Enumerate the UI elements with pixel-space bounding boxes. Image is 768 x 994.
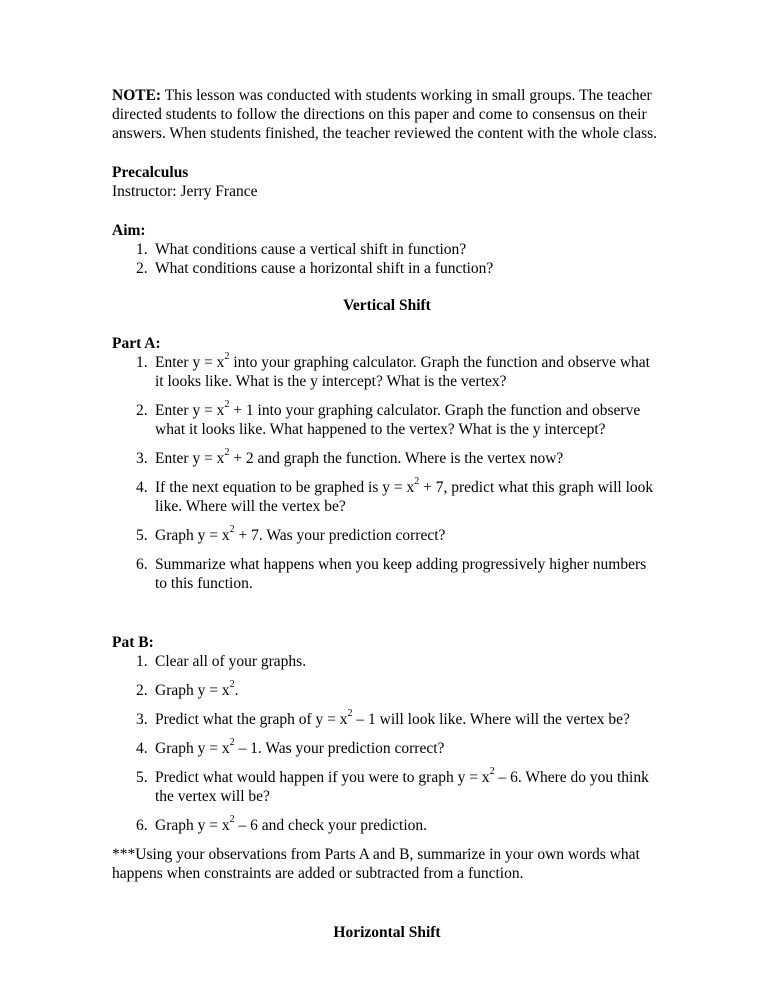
item-number: 2.	[136, 402, 148, 419]
item-text-cont: – 6. Where do you think the vertex will be?	[155, 769, 649, 805]
item-number: 4.	[136, 740, 148, 757]
item-text-cont: + 1 into your graphing calculator. Graph the function and observe what it looks like. What happened to the vertex? What is the y intercept?	[155, 402, 641, 438]
item-text: Clear all of your graphs.	[155, 653, 307, 670]
item-text: Predict what the graph of y = x	[155, 711, 348, 728]
aim-item	[112, 259, 662, 278]
horizontal-shift-title: Horizontal Shift	[333, 924, 441, 941]
aim-item-number: 1.	[136, 241, 148, 258]
note-text: This lesson was conducted with students working in small groups. The teacher directed students to follow the directions on this paper and come to consensus on their answers. When students finished, the teacher reviewed the content with the whole class.	[112, 87, 658, 142]
item-number: 1.	[136, 653, 148, 670]
item-text-cont: + 2 and graph the function. Where is the vertex now?	[229, 450, 564, 467]
part-a-item	[112, 523, 662, 545]
exponent: 2	[229, 678, 235, 690]
item-number: 5.	[136, 769, 148, 786]
exponent: 2	[229, 813, 235, 825]
part-a-item	[112, 475, 662, 516]
exponent: 2	[414, 475, 420, 487]
exponent: 2	[347, 707, 353, 719]
item-number: 3.	[136, 711, 148, 728]
worksheet-page	[112, 86, 662, 942]
item-number: 4.	[136, 479, 148, 496]
item-text-cont: .	[234, 682, 239, 699]
item-text: Enter y = x	[155, 450, 225, 467]
item-text: Enter y = x	[155, 402, 225, 419]
exponent: 2	[229, 523, 235, 535]
item-text-cont: + 7, predict what this graph will look like. Where will the vertex be?	[155, 479, 654, 515]
vertical-shift-title: Vertical Shift	[343, 297, 431, 314]
item-text-cont: – 6 and check your prediction.	[234, 817, 428, 834]
part-a-item	[112, 446, 662, 468]
lesson-note	[112, 86, 662, 143]
aim-list	[112, 240, 662, 278]
aim-item-number: 2.	[136, 260, 148, 277]
aim-heading: Aim:	[112, 222, 146, 239]
part-b-item	[112, 813, 662, 835]
note-label: NOTE:	[112, 87, 162, 104]
item-number: 3.	[136, 450, 148, 467]
item-number: 5.	[136, 527, 148, 544]
item-text-cont: into your graphing calculator. Graph the function and observe what it looks like. What is the y intercept? What is the vertex?	[155, 354, 650, 390]
part-b-item	[112, 707, 662, 729]
part-a-list	[112, 350, 662, 593]
part-b-item	[112, 765, 662, 806]
course-info	[112, 163, 662, 201]
item-text: Graph y = x	[155, 740, 230, 757]
item-text-cont: + 7. Was your prediction correct?	[234, 527, 446, 544]
item-number: 2.	[136, 682, 148, 699]
item-text: Predict what would happen if you were to graph y = x	[155, 769, 490, 786]
item-number: 1.	[136, 354, 148, 371]
part-b-heading: Pat B:	[112, 634, 154, 651]
part-a-item	[112, 555, 662, 593]
summary-instruction: ***Using your observations from Parts A and B, summarize in your own words what happens when constraints are added or subtracted from a function.	[112, 846, 640, 882]
item-text: If the next equation to be graphed is y = x	[155, 479, 415, 496]
part-a-item	[112, 398, 662, 439]
exponent: 2	[224, 446, 230, 458]
part-b-item	[112, 652, 662, 671]
exponent: 2	[489, 765, 495, 777]
aim-item-text: What conditions cause a vertical shift in function?	[155, 241, 467, 258]
part-a-item	[112, 350, 662, 391]
item-text: Summarize what happens when you keep adding progressively higher numbers to this function.	[155, 556, 647, 592]
course-title: Precalculus	[112, 164, 189, 181]
item-text: Enter y = x	[155, 354, 225, 371]
exponent: 2	[224, 350, 230, 362]
part-b-item	[112, 678, 662, 700]
item-text-cont: – 1 will look like. Where will the vertex be?	[352, 711, 630, 728]
exponent: 2	[224, 398, 230, 410]
item-text: Graph y = x	[155, 682, 230, 699]
part-a-heading: Part A:	[112, 335, 161, 352]
item-text-cont: – 1. Was your prediction correct?	[234, 740, 445, 757]
item-number: 6.	[136, 556, 148, 573]
part-b-list	[112, 652, 662, 835]
item-text: Graph y = x	[155, 527, 230, 544]
aim-item-text: What conditions cause a horizontal shift in a function?	[155, 260, 494, 277]
instructor-line: Instructor: Jerry France	[112, 183, 258, 200]
item-text: Graph y = x	[155, 817, 230, 834]
part-b-item	[112, 736, 662, 758]
item-number: 6.	[136, 817, 148, 834]
exponent: 2	[229, 736, 235, 748]
aim-item	[112, 240, 662, 259]
